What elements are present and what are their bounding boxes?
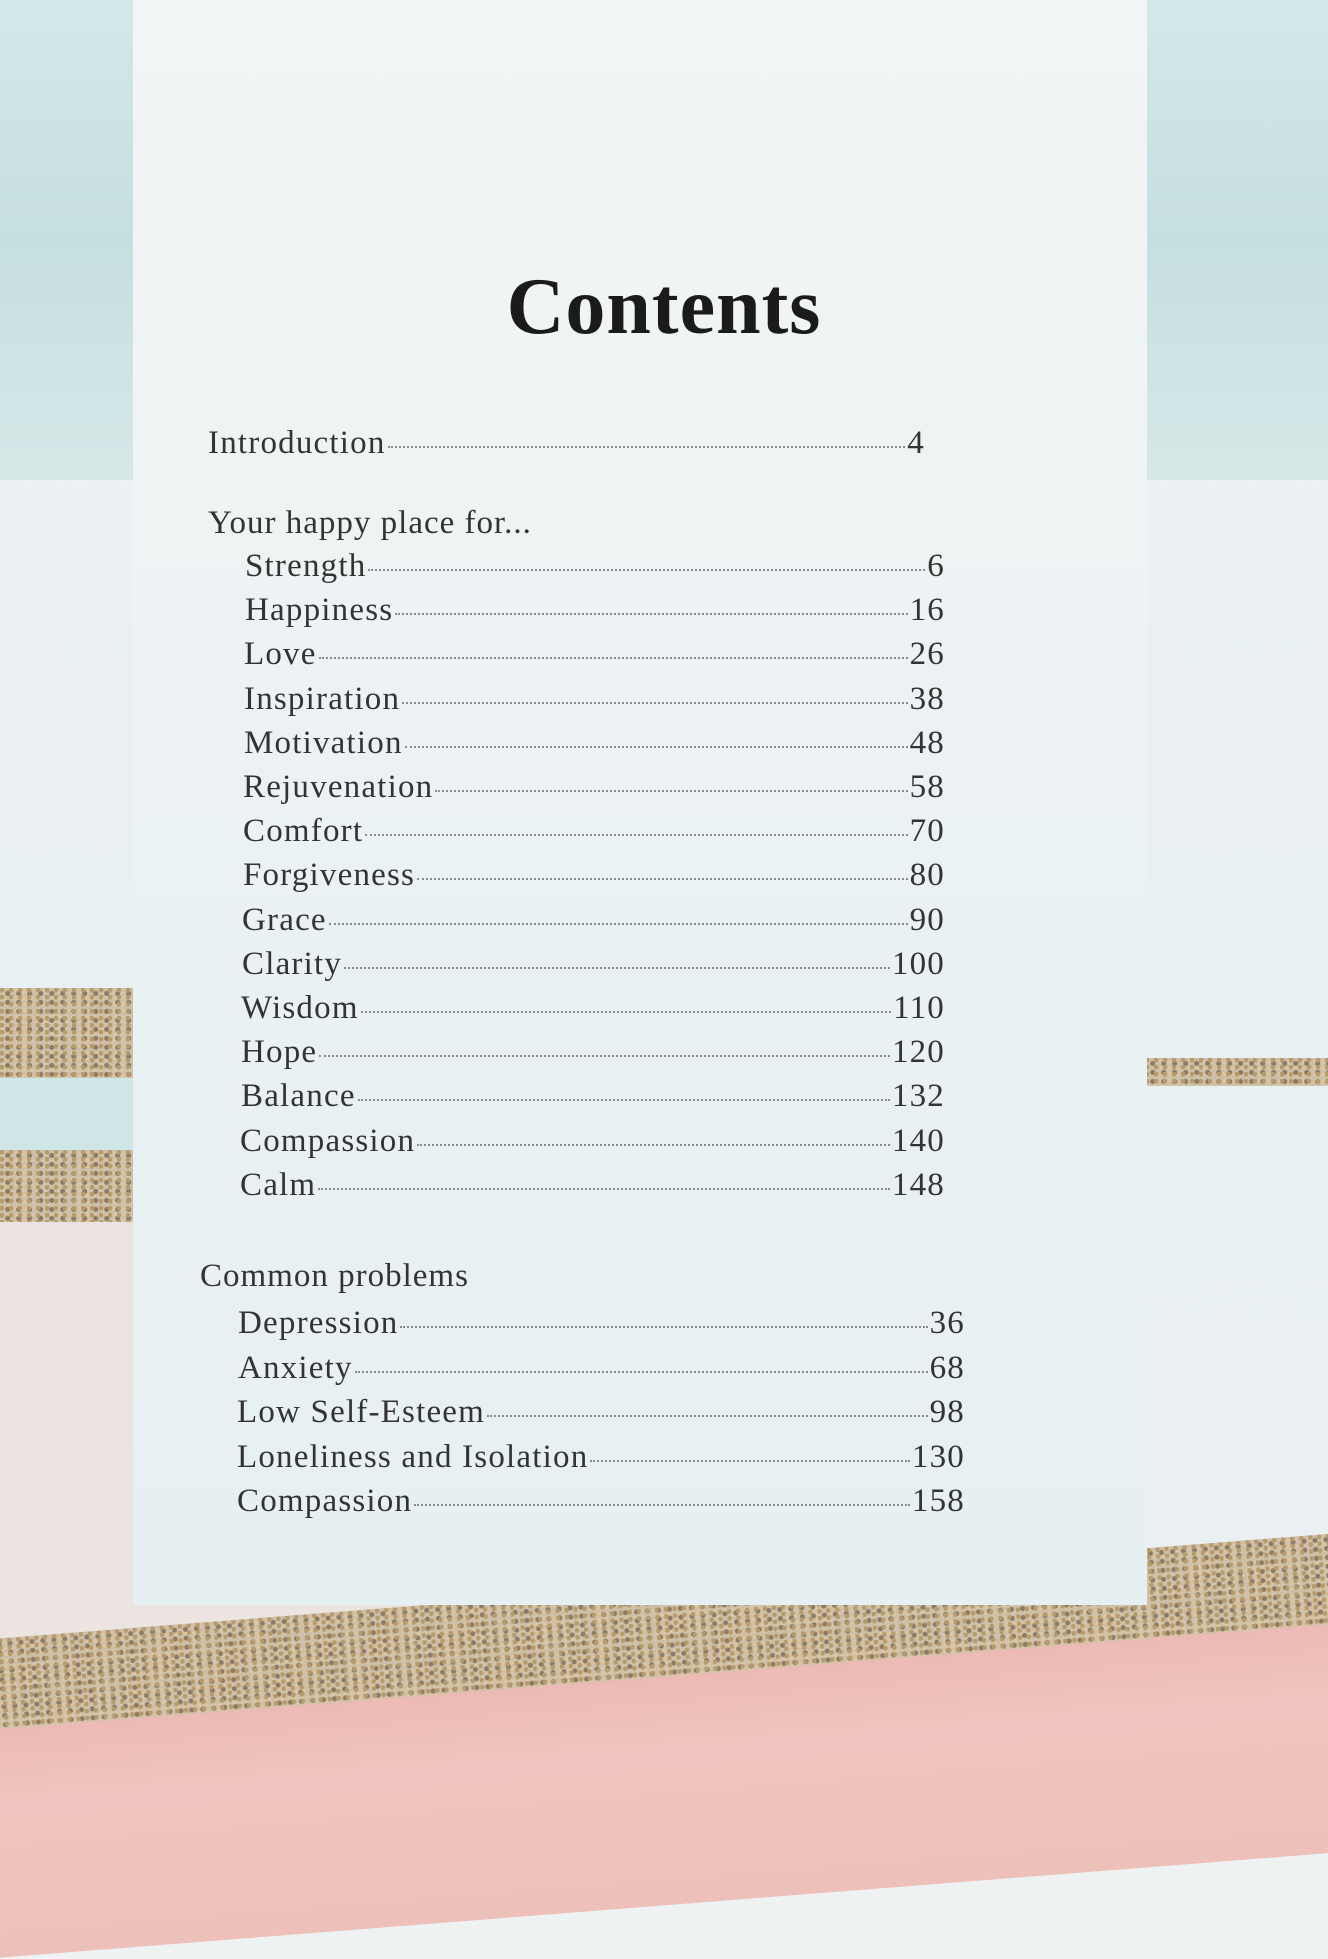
page-title: Contents (506, 263, 822, 351)
dot-leader (487, 1415, 928, 1417)
dot-leader (319, 657, 908, 659)
dot-leader (318, 1188, 890, 1190)
dot-leader (417, 878, 908, 880)
dot-leader (388, 446, 906, 448)
toc-entry[interactable] (243, 813, 945, 850)
toc-entry[interactable] (240, 1123, 945, 1160)
toc-page-number: 98 (929, 1394, 965, 1431)
toc-entry[interactable] (245, 548, 945, 585)
toc-page-number: 70 (909, 813, 945, 850)
toc-entry[interactable] (242, 902, 945, 939)
toc-entry[interactable] (238, 1350, 965, 1387)
dot-leader (355, 1371, 928, 1373)
beige-watercolor-left (0, 1222, 140, 1662)
section-heading: Common problems (200, 1258, 469, 1294)
toc-entry[interactable] (241, 1034, 945, 1071)
section-heading: Your happy place for... (208, 505, 532, 541)
dot-leader (435, 790, 907, 792)
toc-entry[interactable] (245, 592, 945, 629)
toc-label: Calm (240, 1166, 317, 1203)
toc-entry[interactable] (238, 1305, 965, 1342)
dot-leader (365, 834, 907, 836)
toc-label: Forgiveness (243, 857, 416, 894)
toc-label: Depression (238, 1305, 399, 1341)
dot-leader (417, 1144, 890, 1146)
toc-page-number: 90 (909, 901, 945, 938)
toc-label: Comfort (243, 813, 364, 850)
toc-page-number: 16 (909, 592, 945, 629)
toc-label: Balance (241, 1078, 356, 1115)
toc-page-number: 6 (927, 548, 945, 584)
toc-entry[interactable] (241, 990, 945, 1027)
toc-label: Loneliness and Isolation (237, 1438, 589, 1475)
teal-watercolor-left (0, 1075, 140, 1155)
toc-page-number: 148 (891, 1166, 945, 1203)
toc-entry[interactable] (244, 681, 945, 718)
toc-page-number: 120 (891, 1034, 945, 1071)
toc-label: Grace (242, 901, 327, 938)
toc-label: Anxiety (238, 1349, 353, 1386)
toc-label: Compassion (237, 1483, 413, 1520)
toc-page-number: 4 (907, 425, 925, 461)
dot-leader (358, 1099, 890, 1101)
toc-page-number: 140 (891, 1122, 945, 1159)
toc-label: Clarity (242, 945, 343, 982)
dot-leader (590, 1460, 909, 1462)
dot-leader (402, 702, 907, 704)
toc-page-number: 110 (893, 990, 945, 1026)
toc-entry[interactable] (244, 636, 945, 673)
toc-entry[interactable] (241, 1078, 945, 1115)
toc-entry[interactable] (243, 857, 945, 894)
toc-page-number: 132 (891, 1078, 945, 1115)
dot-leader (414, 1504, 910, 1506)
toc-label: Strength (245, 548, 367, 584)
toc-label: Motivation (244, 724, 403, 761)
gold-glitter-stripe (0, 1150, 140, 1222)
dot-leader (344, 967, 890, 969)
dot-leader (368, 569, 925, 571)
toc-entry[interactable] (237, 1394, 965, 1431)
toc-label: Inspiration (244, 680, 401, 717)
gold-glitter-stripe (0, 988, 140, 1078)
toc-page-number: 130 (911, 1438, 965, 1475)
toc-entry[interactable] (244, 725, 945, 762)
toc-entry[interactable] (243, 769, 945, 806)
dot-leader (395, 613, 907, 615)
toc-label: Low Self-Esteem (237, 1394, 486, 1431)
toc-label: Hope (241, 1034, 318, 1071)
toc-page-number: 158 (911, 1483, 965, 1520)
toc-page-number: 26 (909, 636, 945, 673)
toc-page-number: 80 (909, 857, 945, 894)
toc-entry[interactable] (237, 1483, 965, 1520)
dot-leader (319, 1055, 890, 1057)
dot-leader (361, 1011, 891, 1013)
toc-label: Love (244, 636, 317, 673)
gold-glitter-stripe (1145, 1058, 1328, 1086)
toc-label: Wisdom (241, 990, 359, 1026)
toc-page-number: 68 (929, 1349, 965, 1386)
dot-leader (400, 1326, 927, 1328)
toc-entry[interactable] (237, 1439, 965, 1476)
toc-label: Rejuvenation (243, 769, 434, 805)
toc-page-number: 58 (909, 769, 945, 805)
toc-page-number: 38 (909, 680, 945, 717)
dot-leader (405, 746, 908, 748)
toc-label: Introduction (208, 425, 386, 461)
toc-page-number: 36 (929, 1305, 965, 1341)
toc-entry[interactable] (242, 946, 945, 983)
toc-label: Happiness (245, 592, 394, 629)
toc-page-number: 48 (909, 724, 945, 761)
toc-label: Compassion (240, 1122, 416, 1159)
dot-leader (329, 923, 908, 925)
toc-entry-introduction[interactable] (208, 425, 925, 462)
toc-entry[interactable] (240, 1167, 945, 1204)
toc-page-number: 100 (891, 945, 945, 982)
